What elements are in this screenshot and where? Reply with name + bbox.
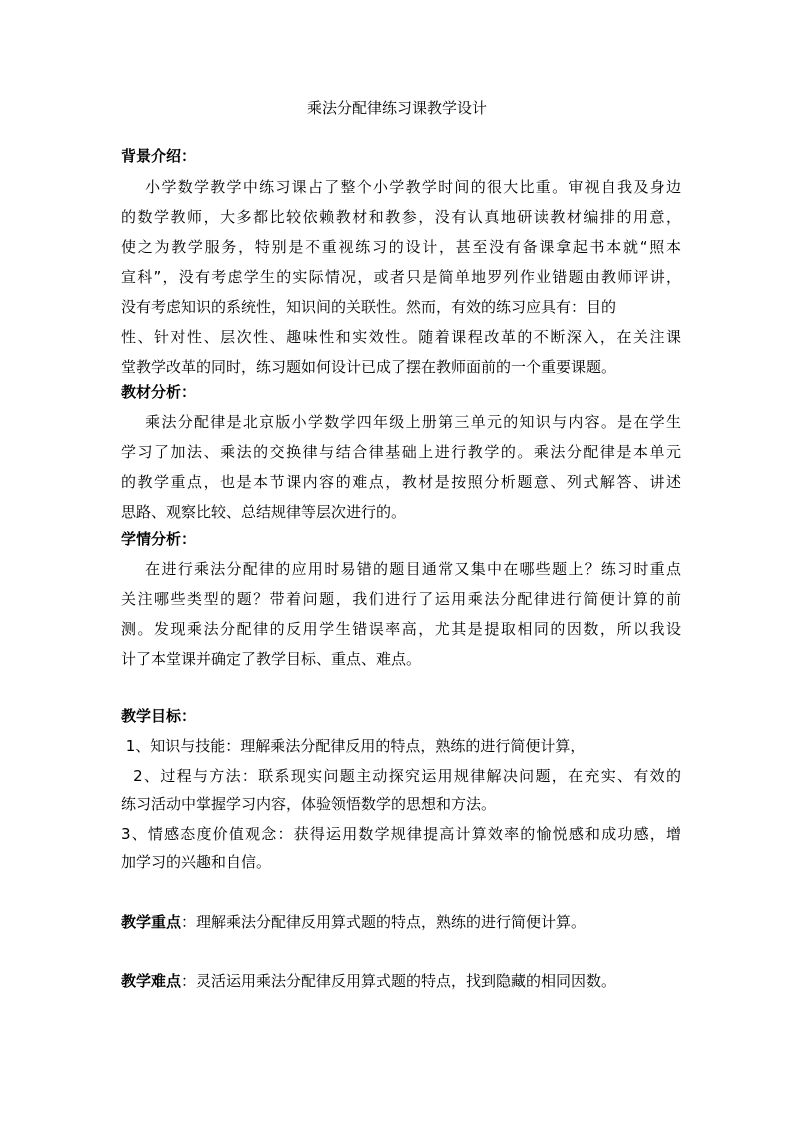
paragraph-line: 性、针对性、层次性、趣味性和实效性。随着课程改革的不断深入，在关注课 <box>121 328 681 346</box>
paragraph-line: 没有考虑知识的系统性，知识间的关联性。然而，有效的练习应具有：目的 <box>121 298 617 316</box>
key-point-label: 教学重点 <box>121 913 182 931</box>
section-heading-background: 背景介绍： <box>121 147 197 165</box>
key-point-line <box>121 912 681 932</box>
paragraph-line: 宣科”，没有考虑学生的实际情况，或者只是简单地罗列作业错题由教师评讲， <box>121 268 681 286</box>
key-point-text: ：理解乘法分配律反用算式题的特点，熟练的进行简便计算。 <box>181 913 587 931</box>
paragraph-line: 乘法分配律是北京版小学数学四年级上册第三单元的知识与内容。是在学生 <box>121 413 681 431</box>
objective-item-continuation: 练习活动中掌握学习内容，体验领悟数学的思想和方法。 <box>121 795 497 813</box>
paragraph-line: 关注哪些类型的题？带着问题，我们进行了运用乘法分配律进行简便计算的前 <box>121 590 681 608</box>
difficulty-text: ：灵活运用乘法分配律反用算式题的特点，找到隐藏的相同因数。 <box>181 972 617 990</box>
paragraph-line: 堂教学改革的同时，练习题如何设计已成了摆在教师面前的一个重要课题。 <box>121 358 617 376</box>
difficulty-label: 教学难点 <box>121 972 182 990</box>
objective-item: 2、过程与方法：联系现实问题主动探究运用规律解决问题，在充实、有效的 <box>121 767 681 785</box>
objective-item: 3、情感态度价值观念：获得运用数学规律提高计算效率的愉悦感和成功感，增 <box>121 825 681 843</box>
paragraph-line: 使之为教学服务，特别是不重视练习的设计，甚至没有备课拿起书本就“照本 <box>121 238 681 256</box>
objective-item: 1、知识与技能：理解乘法分配律反用的特点，熟练的进行简便计算， <box>121 737 586 755</box>
paragraph-line: 在进行乘法分配律的应用时易错的题目通常又集中在哪些题上？练习时重点 <box>121 560 681 578</box>
difficulty-line <box>121 971 681 991</box>
paragraph-line: 测。发现乘法分配律的反用学生错误率高，尤其是提取相同的因数，所以我设 <box>121 620 681 638</box>
section-heading-textbook-analysis: 教材分析： <box>121 383 197 401</box>
paragraph-line: 的数学教师，大多都比较依赖教材和教参，没有认真地研读教材编排的用意， <box>121 208 681 226</box>
section-heading-learner-analysis: 学情分析： <box>121 530 197 548</box>
paragraph-line: 的教学重点，也是本节课内容的难点，教材是按照分析题意、列式解答、讲述 <box>121 473 681 491</box>
objective-item-continuation: 加学习的兴趣和自信。 <box>121 853 272 871</box>
page-title: 乘法分配律练习课教学设计 <box>306 99 487 117</box>
paragraph-line: 思路、观察比较、总结规律等层次进行的。 <box>121 503 407 521</box>
section-heading-objectives: 教学目标： <box>121 707 197 725</box>
paragraph-line: 小学数学教学中练习课占了整个小学教学时间的很大比重。审视自我及身边 <box>121 178 681 196</box>
paragraph-line: 学习了加法、乘法的交换律与结合律基础上进行教学的。乘法分配律是本单元 <box>121 443 681 461</box>
paragraph-line: 计了本堂课并确定了教学目标、重点、难点。 <box>121 650 422 668</box>
